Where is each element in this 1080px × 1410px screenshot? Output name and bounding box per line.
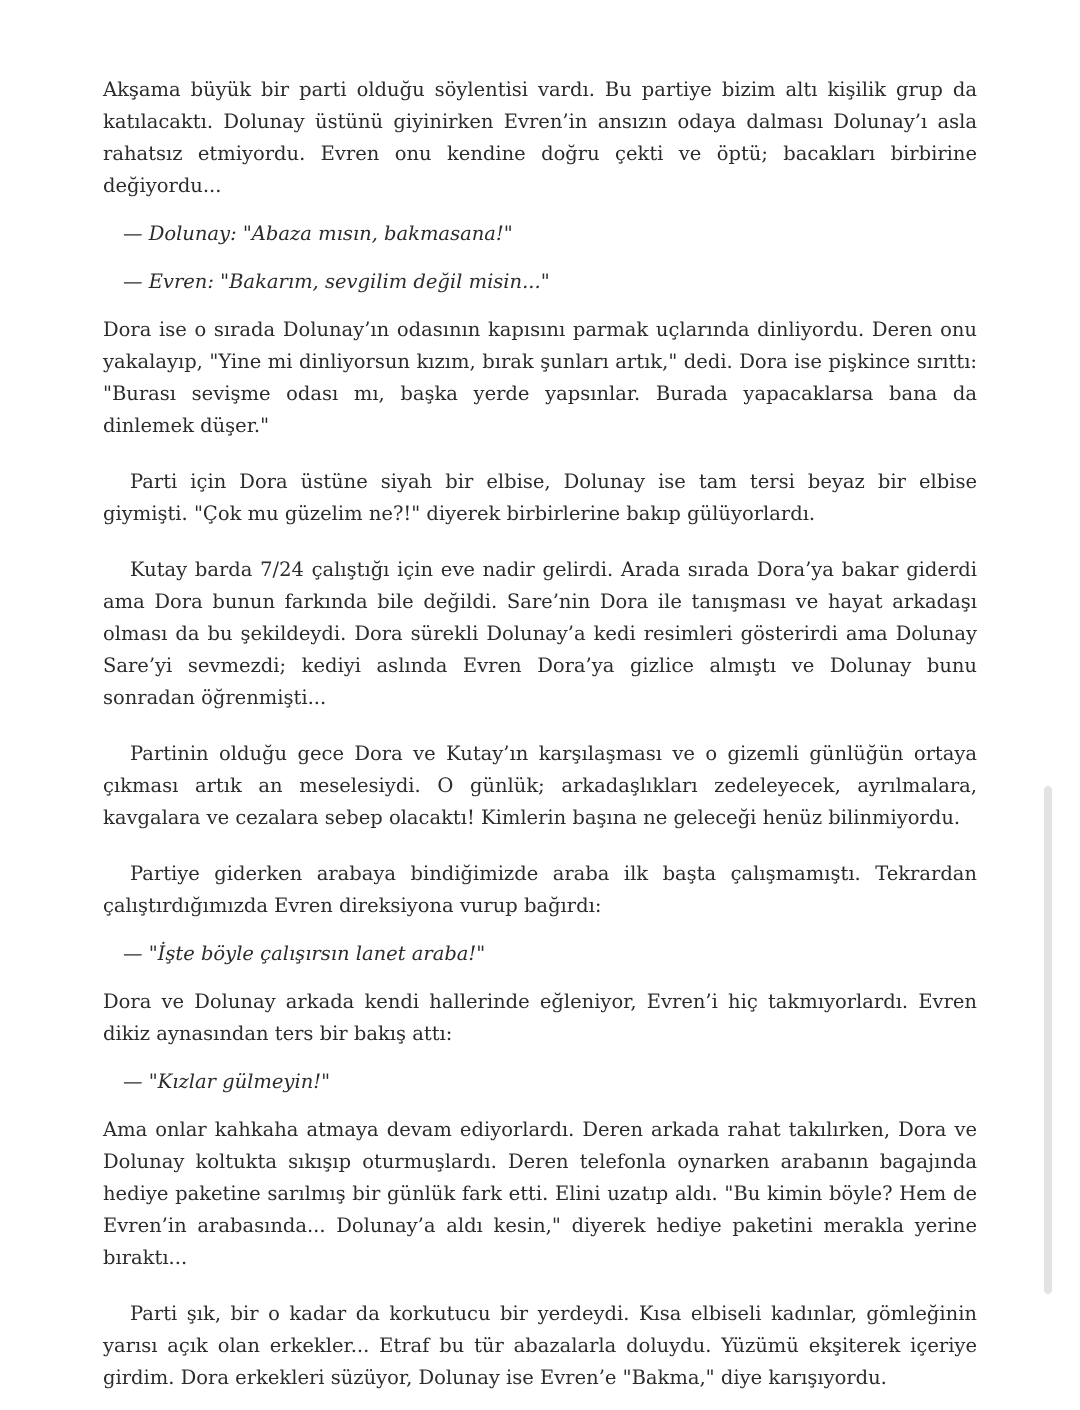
paragraph-1: Akşama büyük bir parti olduğu söylentisi vardı. Bu partiye bizim altı kişilik grup da katılacaktı. Dolunay üstünü giyinirken Evren’in ansızın odaya dalması Dolunay’ı asla rahatsız etmiyordu. Evren onu kendine doğru çekti ve öptü; bacakları birbirine değiyordu... — [103, 78, 977, 197]
dialogue-evren-car: — "İşte böyle çalışırsın lanet araba!" — [123, 942, 486, 965]
scrollbar-thumb[interactable] — [1044, 786, 1052, 1294]
document-body — [103, 74, 977, 1410]
paragraph-2: Dora ise o sırada Dolunay’ın odasının kapısını parmak uçlarında dinliyordu. Deren onu yakalayıp, "Yine mi dinliyorsun kızım, bırak şunları artık," dedi. Dora ise pişkince sırıttı: "Burası sevişme odası mı, başka yerde yapsınlar. Burada yapacaklarsa bana da dinlemek düşer." — [103, 318, 977, 437]
dialogue-evren: — Evren: "Bakarım, sevgilim değil misin..." — [123, 270, 550, 293]
paragraph-5: Partinin olduğu gece Dora ve Kutay’ın karşılaşması ve o gizemli günlüğün ortaya çıkması artık an meselesiydi. O günlük; arkadaşlıkları zedeleyecek, ayrılmalara, kavgalara ve cezalara sebep olacaktı! Kimlerin başına ne geleceği henüz bilinmiyordu. — [103, 742, 977, 829]
dialogue-dolunay: — Dolunay: "Abaza mısın, bakmasana!" — [123, 222, 513, 245]
dialogue-girls: — "Kızlar gülmeyin!" — [123, 1070, 331, 1093]
paragraph-6: Partiye giderken arabaya bindiğimizde araba ilk başta çalışmamıştı. Tekrardan çalıştırdığımızda Evren direksiyona vurup bağırdı: — [103, 862, 977, 917]
paragraph-4: Kutay barda 7/24 çalıştığı için eve nadir gelirdi. Arada sırada Dora’ya bakar giderdi ama Dora bunun farkında bile değildi. Sare’nin Dora ile tanışması ve hayat arkadaşı olması da bu şekildeydi. Dora sürekli Dolunay’a kedi resimleri gösterirdi ama Dolunay Sare’yi sevmezdi; kediyi aslında Evren Dora’ya gizlice almıştı ve Dolunay bunu sonradan öğrenmişti... — [103, 558, 977, 709]
paragraph-9: Parti şık, bir o kadar da korkutucu bir yerdeydi. Kısa elbiseli kadınlar, gömleğinin yarısı açık olan erkekler... Etraf bu tür abazalarla doluydu. Yüzümü ekşiterek içeriye girdim. Dora erkekleri süzüyor, Dolunay ise Evren’e "Bakma," diye karışıyordu. — [103, 1302, 977, 1389]
paragraph-8: Ama onlar kahkaha atmaya devam ediyorlardı. Deren arkada rahat takılırken, Dora ve Dolunay koltukta sıkışıp oturmuşlardı. Deren telefonla oynarken arabanın bagajında hediye paketine sarılmış bir günlük fark etti. Elini uzatıp aldı. "Bu kimin böyle? Hem de Evren’in arabasında... Dolunay’a aldı kesin," diyerek hediye paketini merakla yerine bıraktı... — [103, 1118, 977, 1269]
paragraph-7: Dora ve Dolunay arkada kendi hallerinde eğleniyor, Evren’i hiç takmıyorlardı. Evren dikiz aynasından ters bir bakış attı: — [103, 990, 977, 1045]
paragraph-3: Parti için Dora üstüne siyah bir elbise, Dolunay ise tam tersi beyaz bir elbise giymişti. "Çok mu güzelim ne?!" diyerek birbirlerine bakıp gülüyorlardı. — [103, 470, 977, 525]
